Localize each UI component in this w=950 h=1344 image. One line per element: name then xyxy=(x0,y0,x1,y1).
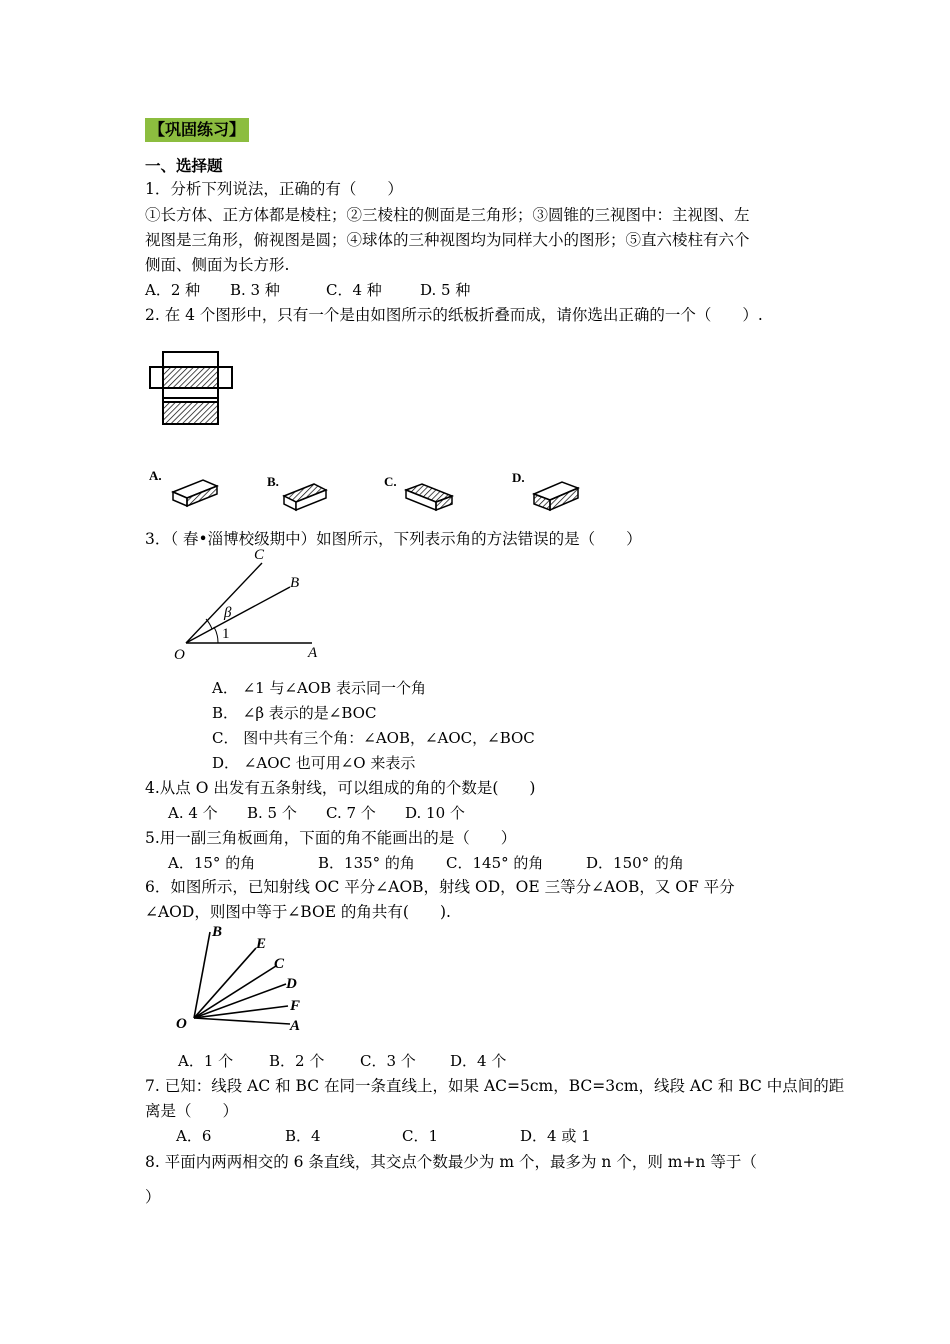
q2-option-a-box-icon xyxy=(165,472,225,508)
section-title: 一、选择题 xyxy=(145,157,223,175)
q7-line1: 7. 已知：线段 AC 和 BC 在同一条直线上，如果 AC=5cm，BC=3cm，线段 AC 和 BC 中点间的距 xyxy=(145,1077,845,1095)
q7-option-d: D．4 或 1 xyxy=(520,1127,591,1145)
q5-option-a: A．15° 的角 xyxy=(168,854,256,872)
q7-option-c: C．1 xyxy=(402,1127,439,1145)
q6-option-a: A．1 个 xyxy=(178,1052,234,1070)
q2-net-figure xyxy=(148,350,238,430)
q5-option-b: B．135° 的角 xyxy=(318,854,415,872)
q5-stem: 5.用一副三角板画角，下面的角不能画出的是（ ） xyxy=(145,829,517,847)
q6-label-d: D xyxy=(286,976,297,992)
q1-stem: 1．分析下列说法，正确的有（ ） xyxy=(145,180,403,198)
q6-label-o: O xyxy=(176,1016,187,1032)
q6-line2: ∠AOD，则图中等于∠BOE 的角共有( ). xyxy=(145,903,451,921)
q6-label-c: C xyxy=(274,956,285,972)
q3-label-a: A xyxy=(308,645,318,661)
q3-stem: 3．（ 春•淄博校级期中）如图所示，下列表示角的方法错误的是（ ） xyxy=(145,530,642,548)
q1-option-d: D. 5 种 xyxy=(420,281,471,299)
q7-line2: 离是（ ） xyxy=(145,1102,239,1120)
q3-option-c: C． 图中共有三个角：∠AOB，∠AOC，∠BOC xyxy=(212,729,535,747)
q4-option-b: B. 5 个 xyxy=(247,804,297,822)
q2-option-b-box-icon xyxy=(280,478,340,514)
q6-rays-figure xyxy=(172,920,322,1038)
q5-option-d: D．150° 的角 xyxy=(586,854,684,872)
q2-stem: 2. 在 4 个图形中，只有一个是由如图所示的纸板折叠而成，请你选出正确的一个（ ）. xyxy=(145,306,763,324)
q1-option-a: A．2 种 xyxy=(145,281,201,299)
q4-option-d: D. 10 个 xyxy=(405,804,465,822)
q3-option-a: A． ∠1 与∠AOB 表示同一个角 xyxy=(212,679,426,697)
q6-line1: 6．如图所示，已知射线 OC 平分∠AOB，射线 OD，OE 三等分∠AOB，又 OF 平分 xyxy=(145,878,735,896)
q3-angle-figure xyxy=(172,545,332,663)
q1-line1: ①长方体、正方体都是棱柱；②三棱柱的侧面是三角形；③圆锥的三视图中：主视图、左 xyxy=(145,206,750,224)
q1-option-c: C．4 种 xyxy=(326,281,382,299)
q4-option-c: C. 7 个 xyxy=(326,804,376,822)
q6-label-e: E xyxy=(256,936,267,952)
q3-label-beta: β xyxy=(224,605,232,621)
q6-option-c: C．3 个 xyxy=(360,1052,416,1070)
q3-label-b: B xyxy=(290,575,300,591)
q4-stem: 4.从点 O 出发有五条射线，可以组成的角的个数是( ) xyxy=(145,779,536,797)
q3-option-b: B． ∠β 表示的是∠BOC xyxy=(212,704,377,722)
q6-label-f: F xyxy=(290,998,301,1014)
q1-line2: 视图是三角形，俯视图是圆；④球体的三种视图均为同样大小的图形；⑤直六棱柱有六个 xyxy=(145,231,750,249)
q2-option-c-label: C. xyxy=(384,474,397,489)
q6-label-b: B xyxy=(212,924,223,940)
q3-label-c: C xyxy=(254,547,265,563)
q2-option-d-box-icon xyxy=(528,476,588,516)
section-tag: 【巩固练习】 xyxy=(145,118,249,142)
q3-option-d: D． ∠AOC 也可用∠O 来表示 xyxy=(212,754,416,772)
q7-option-a: A．6 xyxy=(176,1127,212,1145)
q6-option-b: B．2 个 xyxy=(269,1052,325,1070)
q3-label-o: O xyxy=(174,647,185,663)
q8-line2: ） xyxy=(145,1188,161,1206)
q3-label-1: 1 xyxy=(222,626,230,642)
q8-line1: 8. 平面内两两相交的 6 条直线，其交点个数最少为 m 个，最多为 n 个，则 m+n 等于（ xyxy=(145,1153,757,1171)
q2-option-a-label: A. xyxy=(149,468,162,483)
q2-option-d-label: D. xyxy=(512,470,525,485)
q1-option-b: B. 3 种 xyxy=(230,281,280,299)
q4-option-a: A. 4 个 xyxy=(168,804,218,822)
q2-option-c-box-icon xyxy=(400,480,460,516)
q1-line3: 侧面、侧面为长方形. xyxy=(145,256,290,274)
q5-option-c: C．145° 的角 xyxy=(446,854,544,872)
q2-option-b-label: B. xyxy=(267,474,279,489)
q6-label-a: A xyxy=(290,1018,301,1034)
q6-option-d: D．4 个 xyxy=(450,1052,507,1070)
q7-option-b: B．4 xyxy=(285,1127,321,1145)
